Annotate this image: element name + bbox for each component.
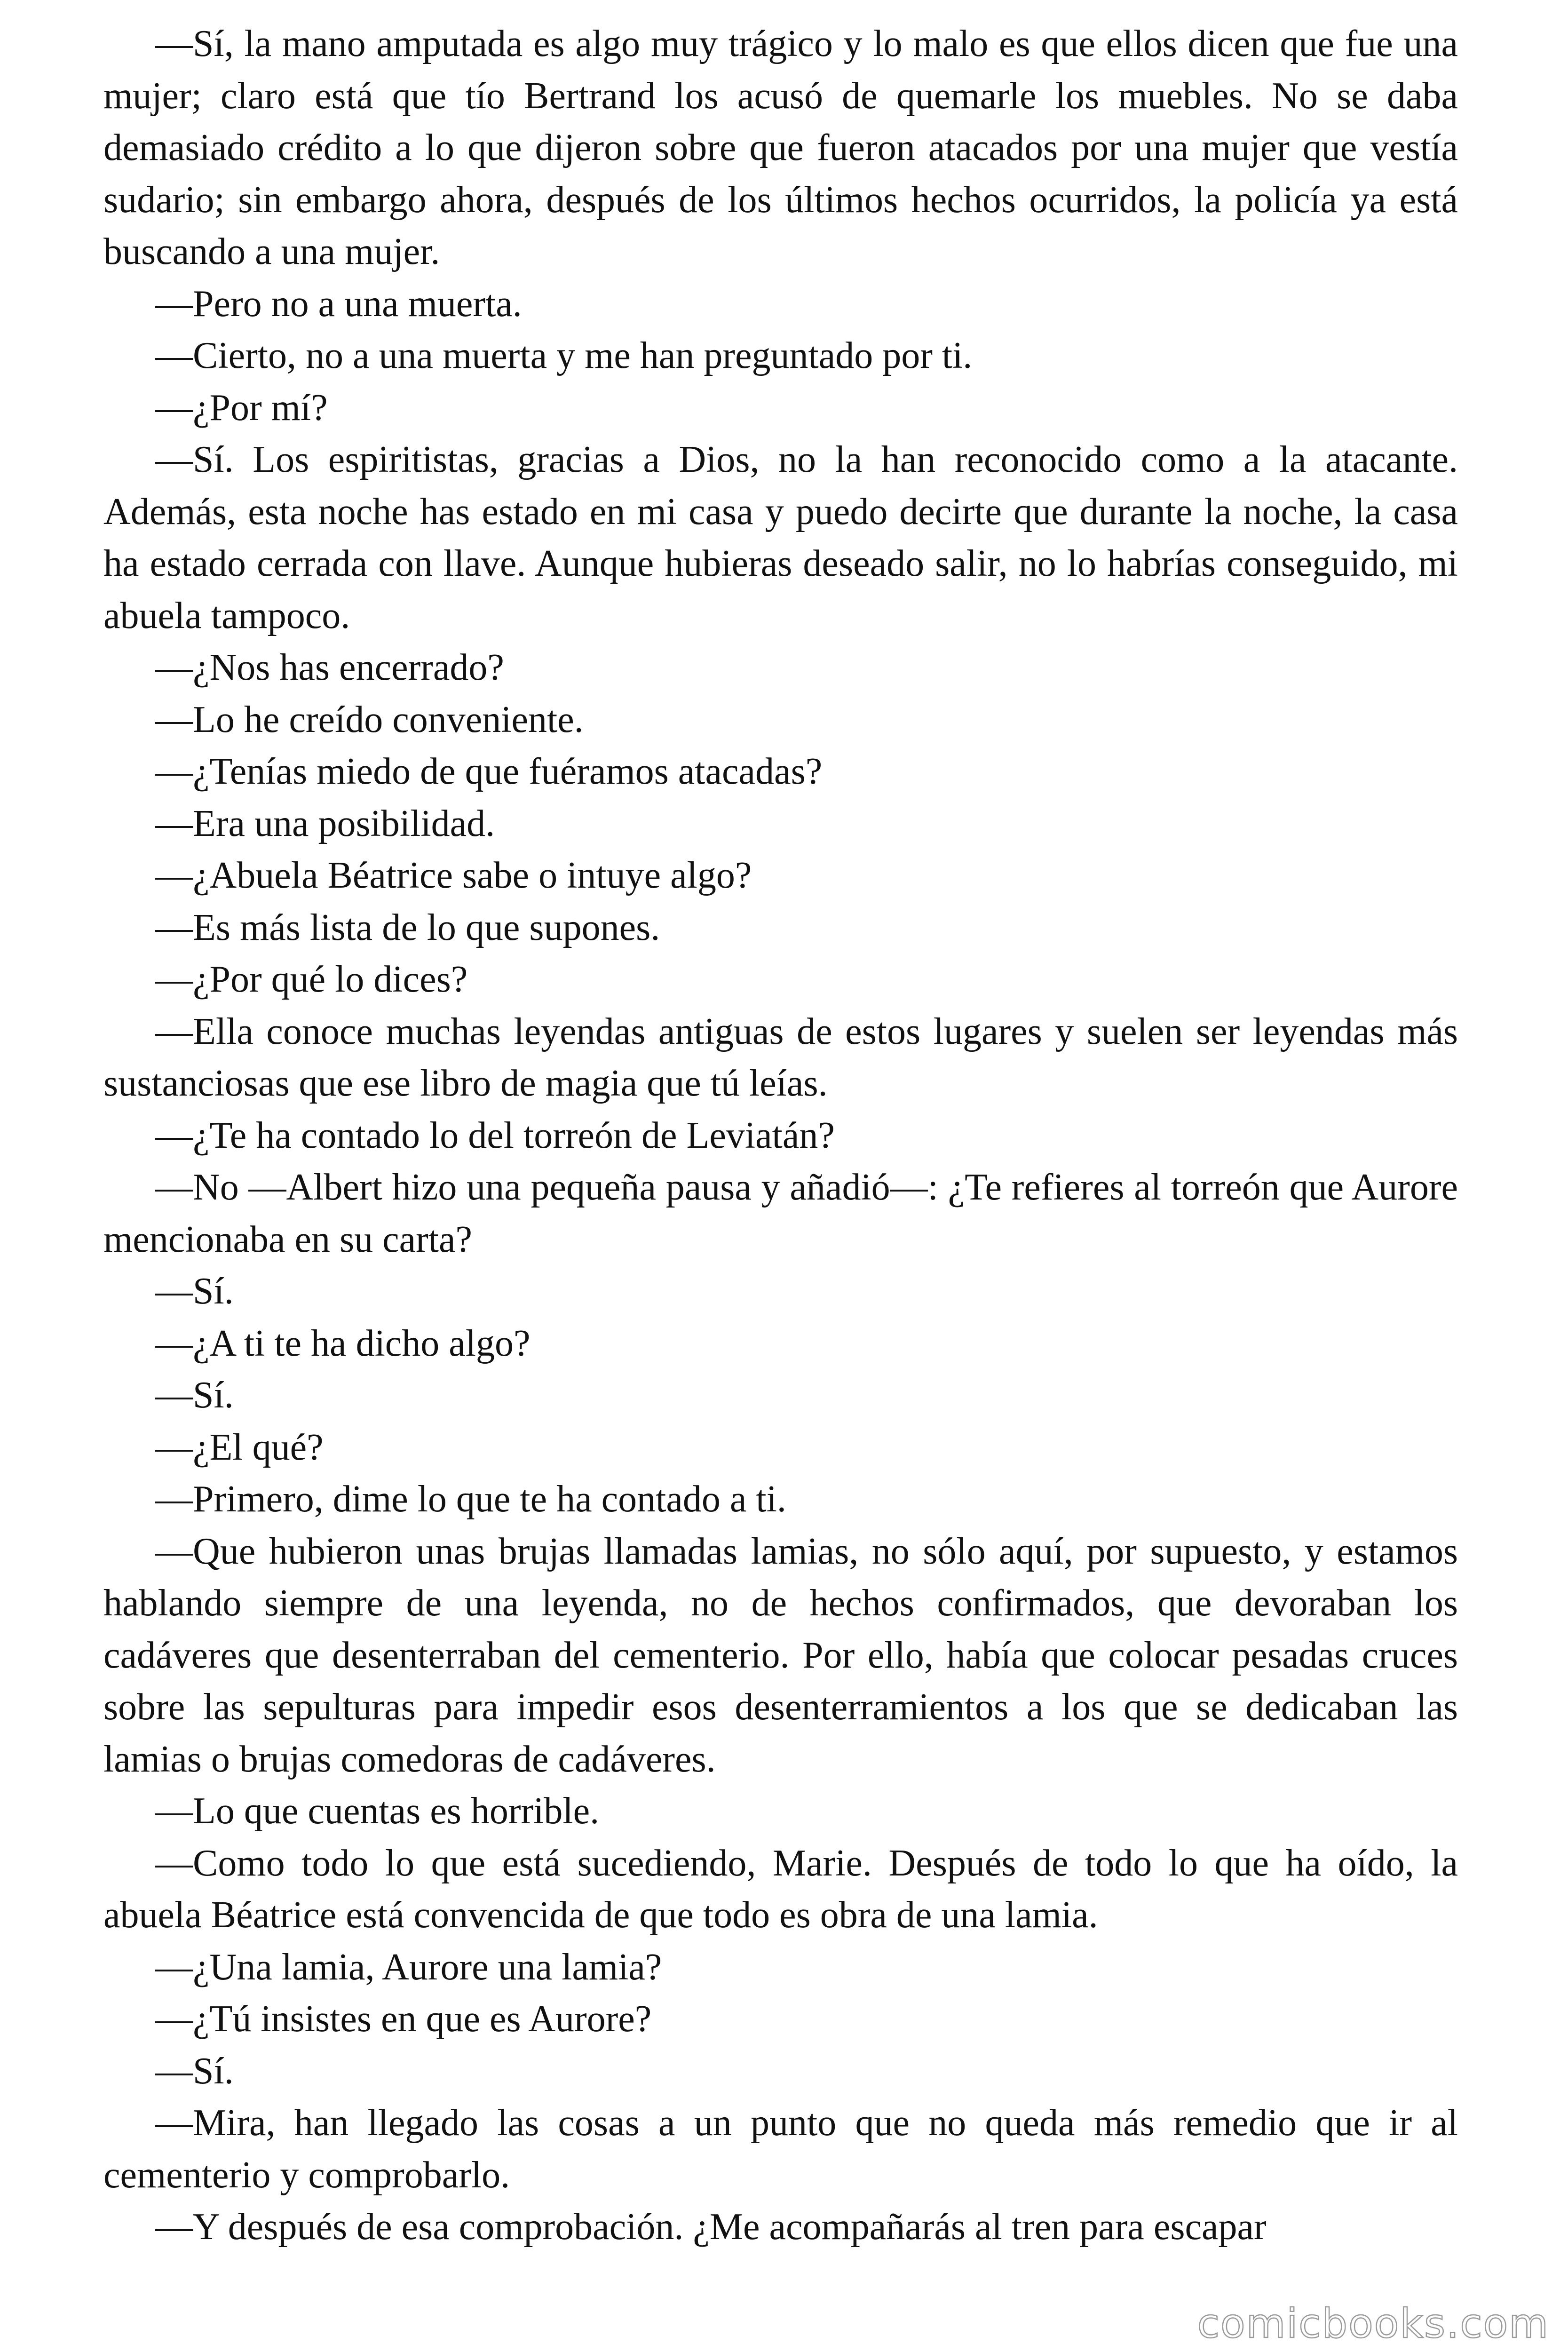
paragraph: —¿A ti te ha dicho algo? bbox=[155, 1322, 531, 1364]
paragraph: —¿El qué? bbox=[155, 1426, 324, 1468]
paragraph: —¿Tú insistes en que es Aurore? bbox=[155, 1998, 652, 2040]
paragraph: —¿Tenías miedo de que fuéramos atacadas? bbox=[155, 751, 823, 792]
paragraph: —Sí, la mano amputada es algo muy trágico y lo malo es que ellos dicen que fue una mujer; claro está que tío Bertrand los acusó de quemarle los muebles. No se daba demasiado crédito a lo que dijeron sobre que fueron atacados por una mujer que vestía sudario; sin embargo ahora, después de los últimos hechos ocurridos, la policía ya está buscando a una mujer. bbox=[103, 23, 1458, 272]
paragraph: —Que hubieron unas brujas llamadas lamias, no sólo aquí, por supuesto, y estamos hablando siempre de una leyenda, no de hechos confirmados, que devoraban los cadáveres que desenterraban del cementerio. Por ello, había que colocar pesadas cruces sobre las sepulturas para impedir esos desenterramientos a los que se dedicaban las lamias o brujas comedoras de cadáveres. bbox=[103, 1530, 1458, 1780]
paragraph: —¿Por qué lo dices? bbox=[155, 959, 468, 1000]
paragraph: —Como todo lo que está sucediendo, Marie. Después de todo lo que ha oído, la abuela Béatrice está convencida de que todo es obra de una lamia. bbox=[103, 1842, 1458, 1936]
book-page-text bbox=[103, 18, 1458, 2253]
paragraph: —Es más lista de lo que supones. bbox=[155, 906, 660, 948]
paragraph: —¿Nos has encerrado? bbox=[155, 647, 504, 688]
paragraph: —Era una posibilidad. bbox=[155, 803, 495, 844]
paragraph: —Lo que cuentas es horrible. bbox=[155, 1790, 600, 1832]
paragraph: —Y después de esa comprobación. ¿Me acompañarás al tren para escapar bbox=[155, 2206, 1267, 2248]
paragraph: —¿Abuela Béatrice sabe o intuye algo? bbox=[155, 855, 752, 896]
paragraph: —Lo he creído conveniente. bbox=[155, 699, 584, 740]
paragraph: —¿Por mí? bbox=[155, 387, 328, 429]
paragraph: —Pero no a una muerta. bbox=[155, 283, 522, 325]
paragraph: —Sí. Los espiritistas, gracias a Dios, no la han reconocido como a la atacante. Además, esta noche has estado en mi casa y puedo decirte que durante la noche, la casa ha estado cerrada con llave. Aunque hubieras deseado salir, no lo habrías conseguido, mi abuela tampoco. bbox=[103, 439, 1458, 636]
paragraph: —Sí. bbox=[155, 1375, 234, 1416]
paragraph: —Cierto, no a una muerta y me han preguntado por ti. bbox=[155, 335, 973, 376]
watermark: comicbooks.com bbox=[1197, 2300, 1549, 2347]
paragraph: —Mira, han llegado las cosas a un punto que no queda más remedio que ir al cementerio y comprobarlo. bbox=[103, 2102, 1458, 2196]
paragraph: —No —Albert hizo una pequeña pausa y añadió—: ¿Te refieres al torreón que Aurore mencionaba en su carta? bbox=[103, 1167, 1458, 1260]
paragraph: —¿Una lamia, Aurore una lamia? bbox=[155, 1946, 662, 1988]
paragraph: —Primero, dime lo que te ha contado a ti. bbox=[155, 1478, 786, 1520]
paragraph: —Ella conoce muchas leyendas antiguas de estos lugares y suelen ser leyendas más sustanciosas que ese libro de magia que tú leías. bbox=[103, 1010, 1458, 1104]
paragraph: —¿Te ha contado lo del torreón de Leviatán? bbox=[155, 1114, 835, 1156]
paragraph: —Sí. bbox=[155, 2050, 234, 2092]
paragraph: —Sí. bbox=[155, 1271, 234, 1312]
